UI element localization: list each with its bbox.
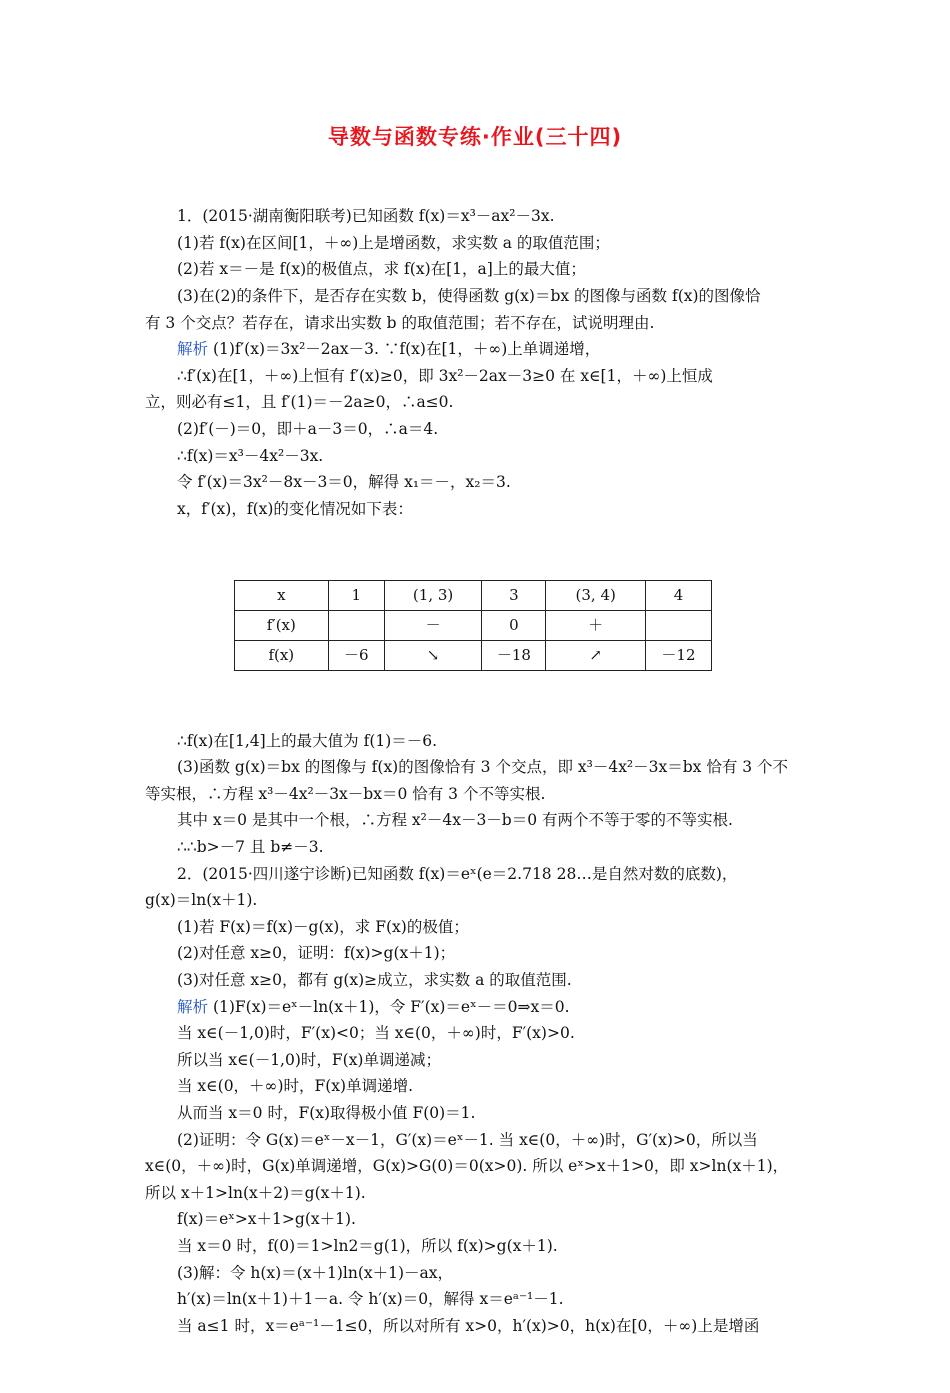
text-line-content: (3)函数 g(x)＝bx 的图像与 f(x)的图像恰有 3 个交点，即 x³－4x²－3x＝bx 恰有 3 个不 (177, 758, 789, 777)
table-cell: x (235, 580, 329, 610)
table-cell: 4 (645, 580, 711, 610)
text-line (145, 1073, 810, 1100)
text-line (145, 1313, 810, 1340)
text-line (145, 496, 810, 523)
text-line-content: (1)F(x)＝eˣ－ln(x＋1)，令 F′(x)＝eˣ－＝0⇒x＝0. (208, 997, 570, 1016)
table-cell: ↗ (546, 640, 645, 670)
text-line-content: (2)对任意 x≥0，证明：f(x)>g(x＋1)； (177, 944, 456, 963)
page-title: 导数与函数专练·作业(三十四) (327, 125, 623, 149)
text-line (145, 203, 810, 230)
text-line-content: (2)若 x＝－是 f(x)的极值点，求 f(x)在[1，a]上的最大值； (177, 260, 586, 279)
text-line (145, 336, 810, 363)
table-cell (328, 610, 384, 640)
text-line (145, 469, 810, 496)
text-line-content: 令 f′(x)＝3x²－8x－3＝0，解得 x₁＝－，x₂＝3. (177, 473, 511, 492)
text-line (145, 443, 810, 470)
text-line (145, 887, 810, 914)
text-line-content: (1)f′(x)＝3x²－2ax－3. ∵f(x)在[1，＋∞)上单调递增， (208, 340, 601, 359)
text-line-content: (2)证明：令 G(x)＝eˣ－x－1，G′(x)＝eˣ－1. 当 x∈(0，＋∞)时，G′(x)>0，所以当 (177, 1130, 758, 1149)
variation-table (234, 580, 712, 671)
text-line (145, 940, 810, 967)
text-line-content: f(x)＝eˣ>x＋1>g(x＋1). (177, 1210, 356, 1229)
text-line (145, 807, 810, 834)
text-line (145, 781, 810, 808)
text-line (145, 256, 810, 283)
text-line-content: 1．(2015·湖南衡阳联考)已知函数 f(x)＝x³－ax²－3x. (177, 207, 555, 226)
text-line-content: 有 3 个交点？若存在，请求出实数 b 的取值范围；若不存在，试说明理由. (145, 313, 655, 332)
text-line-content: x∈(0，＋∞)时，G(x)单调递增，G(x)>G(0)＝0(x>0). 所以 eˣ>x＋1>0，即 x>ln(x＋1)， (145, 1157, 789, 1176)
text-line (145, 1286, 810, 1313)
text-line (145, 1206, 810, 1233)
text-line (145, 728, 810, 755)
table-cell: 0 (482, 610, 546, 640)
text-line-content: 等实根，∴方程 x³－4x²－3x－bx＝0 恰有 3 个不等实根. (145, 784, 546, 803)
text-line-content: 当 a≤1 时，x＝eᵃ⁻¹－1≤0，所以对所有 x>0，h′(x)>0，h(x)在[0，＋∞)上是增函 (177, 1316, 760, 1335)
table-cell: f′(x) (235, 610, 329, 640)
text-line (145, 363, 810, 390)
text-line-content: x，f′(x)，f(x)的变化情况如下表： (177, 499, 413, 518)
table-row (235, 640, 712, 670)
table-cell: (1, 3) (384, 580, 482, 610)
table-cell: ＋ (546, 610, 645, 640)
text-line-content: 当 x＝0 时，f(0)＝1>ln2＝g(1)，所以 f(x)>g(x＋1). (177, 1236, 558, 1255)
text-line-content: 当 x∈(－1,0)时，F′(x)<0；当 x∈(0，＋∞)时，F′(x)>0. (177, 1024, 575, 1043)
text-line (145, 310, 810, 337)
text-line (145, 1153, 810, 1180)
text-line (145, 1180, 810, 1207)
problem-1-section (145, 203, 810, 522)
text-line-content: ∴f(x)＝x³－4x²－3x. (177, 446, 324, 465)
document-body (145, 150, 810, 1393)
text-line-content: ∴f(x)在[1,4]上的最大值为 f(1)＝－6. (177, 731, 438, 750)
table-cell: －12 (645, 640, 711, 670)
table-cell: 1 (328, 580, 384, 610)
table-row (235, 610, 712, 640)
text-line (145, 994, 810, 1021)
text-line-content: 2．(2015·四川遂宁诊断)已知函数 f(x)＝eˣ(e＝2.718 28…是自然对数的底数)， (177, 864, 738, 883)
answer-label: 解析 (177, 997, 209, 1016)
text-line-content: ∴f′(x)在[1，＋∞)上恒有 f′(x)≥0，即 3x²－2ax－3≥0 在 x∈[1，＋∞)上恒成 (177, 366, 713, 385)
text-line-content: (2)f′(－)＝0，即＋a－3＝0，∴a＝4. (177, 419, 439, 438)
text-line-content: (3)对任意 x≥0，都有 g(x)≥成立，求实数 a 的取值范围. (177, 971, 572, 990)
text-line-content: g(x)＝ln(x＋1). (145, 891, 258, 910)
text-line-content: 所以 x＋1>ln(x＋2)＝g(x＋1). (145, 1183, 366, 1202)
text-line-content: h′(x)＝ln(x＋1)＋1－a. 令 h′(x)＝0，解得 x＝eᵃ⁻¹－1. (177, 1290, 564, 1309)
table-cell: － (384, 610, 482, 640)
table-cell: (3, 4) (546, 580, 645, 610)
text-line-content: ∴∴b>－7 且 b≠－3. (177, 838, 324, 857)
text-line (145, 1233, 810, 1260)
text-line-content: (1)若 F(x)＝f(x)－g(x)，求 F(x)的极值； (177, 917, 469, 936)
text-line-content: 立，则必有≤1，且 f′(1)＝－2a≥0，∴a≤0. (145, 393, 454, 412)
table-cell: －18 (482, 640, 546, 670)
text-line (145, 1127, 810, 1154)
table-cell: ↘ (384, 640, 482, 670)
table-row (235, 580, 712, 610)
table-cell: f(x) (235, 640, 329, 670)
text-line (145, 834, 810, 861)
text-line (145, 754, 810, 781)
text-line (145, 914, 810, 941)
problem-continuation-section (145, 728, 810, 1340)
text-line (145, 389, 810, 416)
text-line (145, 1047, 810, 1074)
text-line (145, 1020, 810, 1047)
text-line-content: (1)若 f(x)在区间[1，＋∞)上是增函数，求实数 a 的取值范围； (177, 233, 610, 252)
text-line (145, 1260, 810, 1287)
text-line-content: 其中 x＝0 是其中一个根，∴方程 x²－4x－3－b＝0 有两个不等于零的不等实根. (177, 811, 733, 830)
text-line-content: (3)在(2)的条件下，是否存在实数 b，使得函数 g(x)＝bx 的图像与函数 f(x)的图像恰 (177, 286, 761, 305)
answer-label: 解析 (177, 340, 209, 359)
text-line (145, 1100, 810, 1127)
text-line-content: 所以当 x∈(－1,0)时，F(x)单调递减； (177, 1050, 441, 1069)
table-cell: －6 (328, 640, 384, 670)
text-line (145, 283, 810, 310)
text-line (145, 230, 810, 257)
text-line (145, 416, 810, 443)
text-line-content: (3)解：令 h(x)＝(x＋1)ln(x＋1)－ax， (177, 1263, 454, 1282)
text-line (145, 861, 810, 888)
text-line-content: 从而当 x＝0 时，F(x)取得极小值 F(0)＝1. (177, 1104, 476, 1122)
text-line-content: 当 x∈(0，＋∞)时，F(x)单调递增. (177, 1077, 414, 1096)
table-cell: 3 (482, 580, 546, 610)
text-line (145, 967, 810, 994)
table-cell (645, 610, 711, 640)
